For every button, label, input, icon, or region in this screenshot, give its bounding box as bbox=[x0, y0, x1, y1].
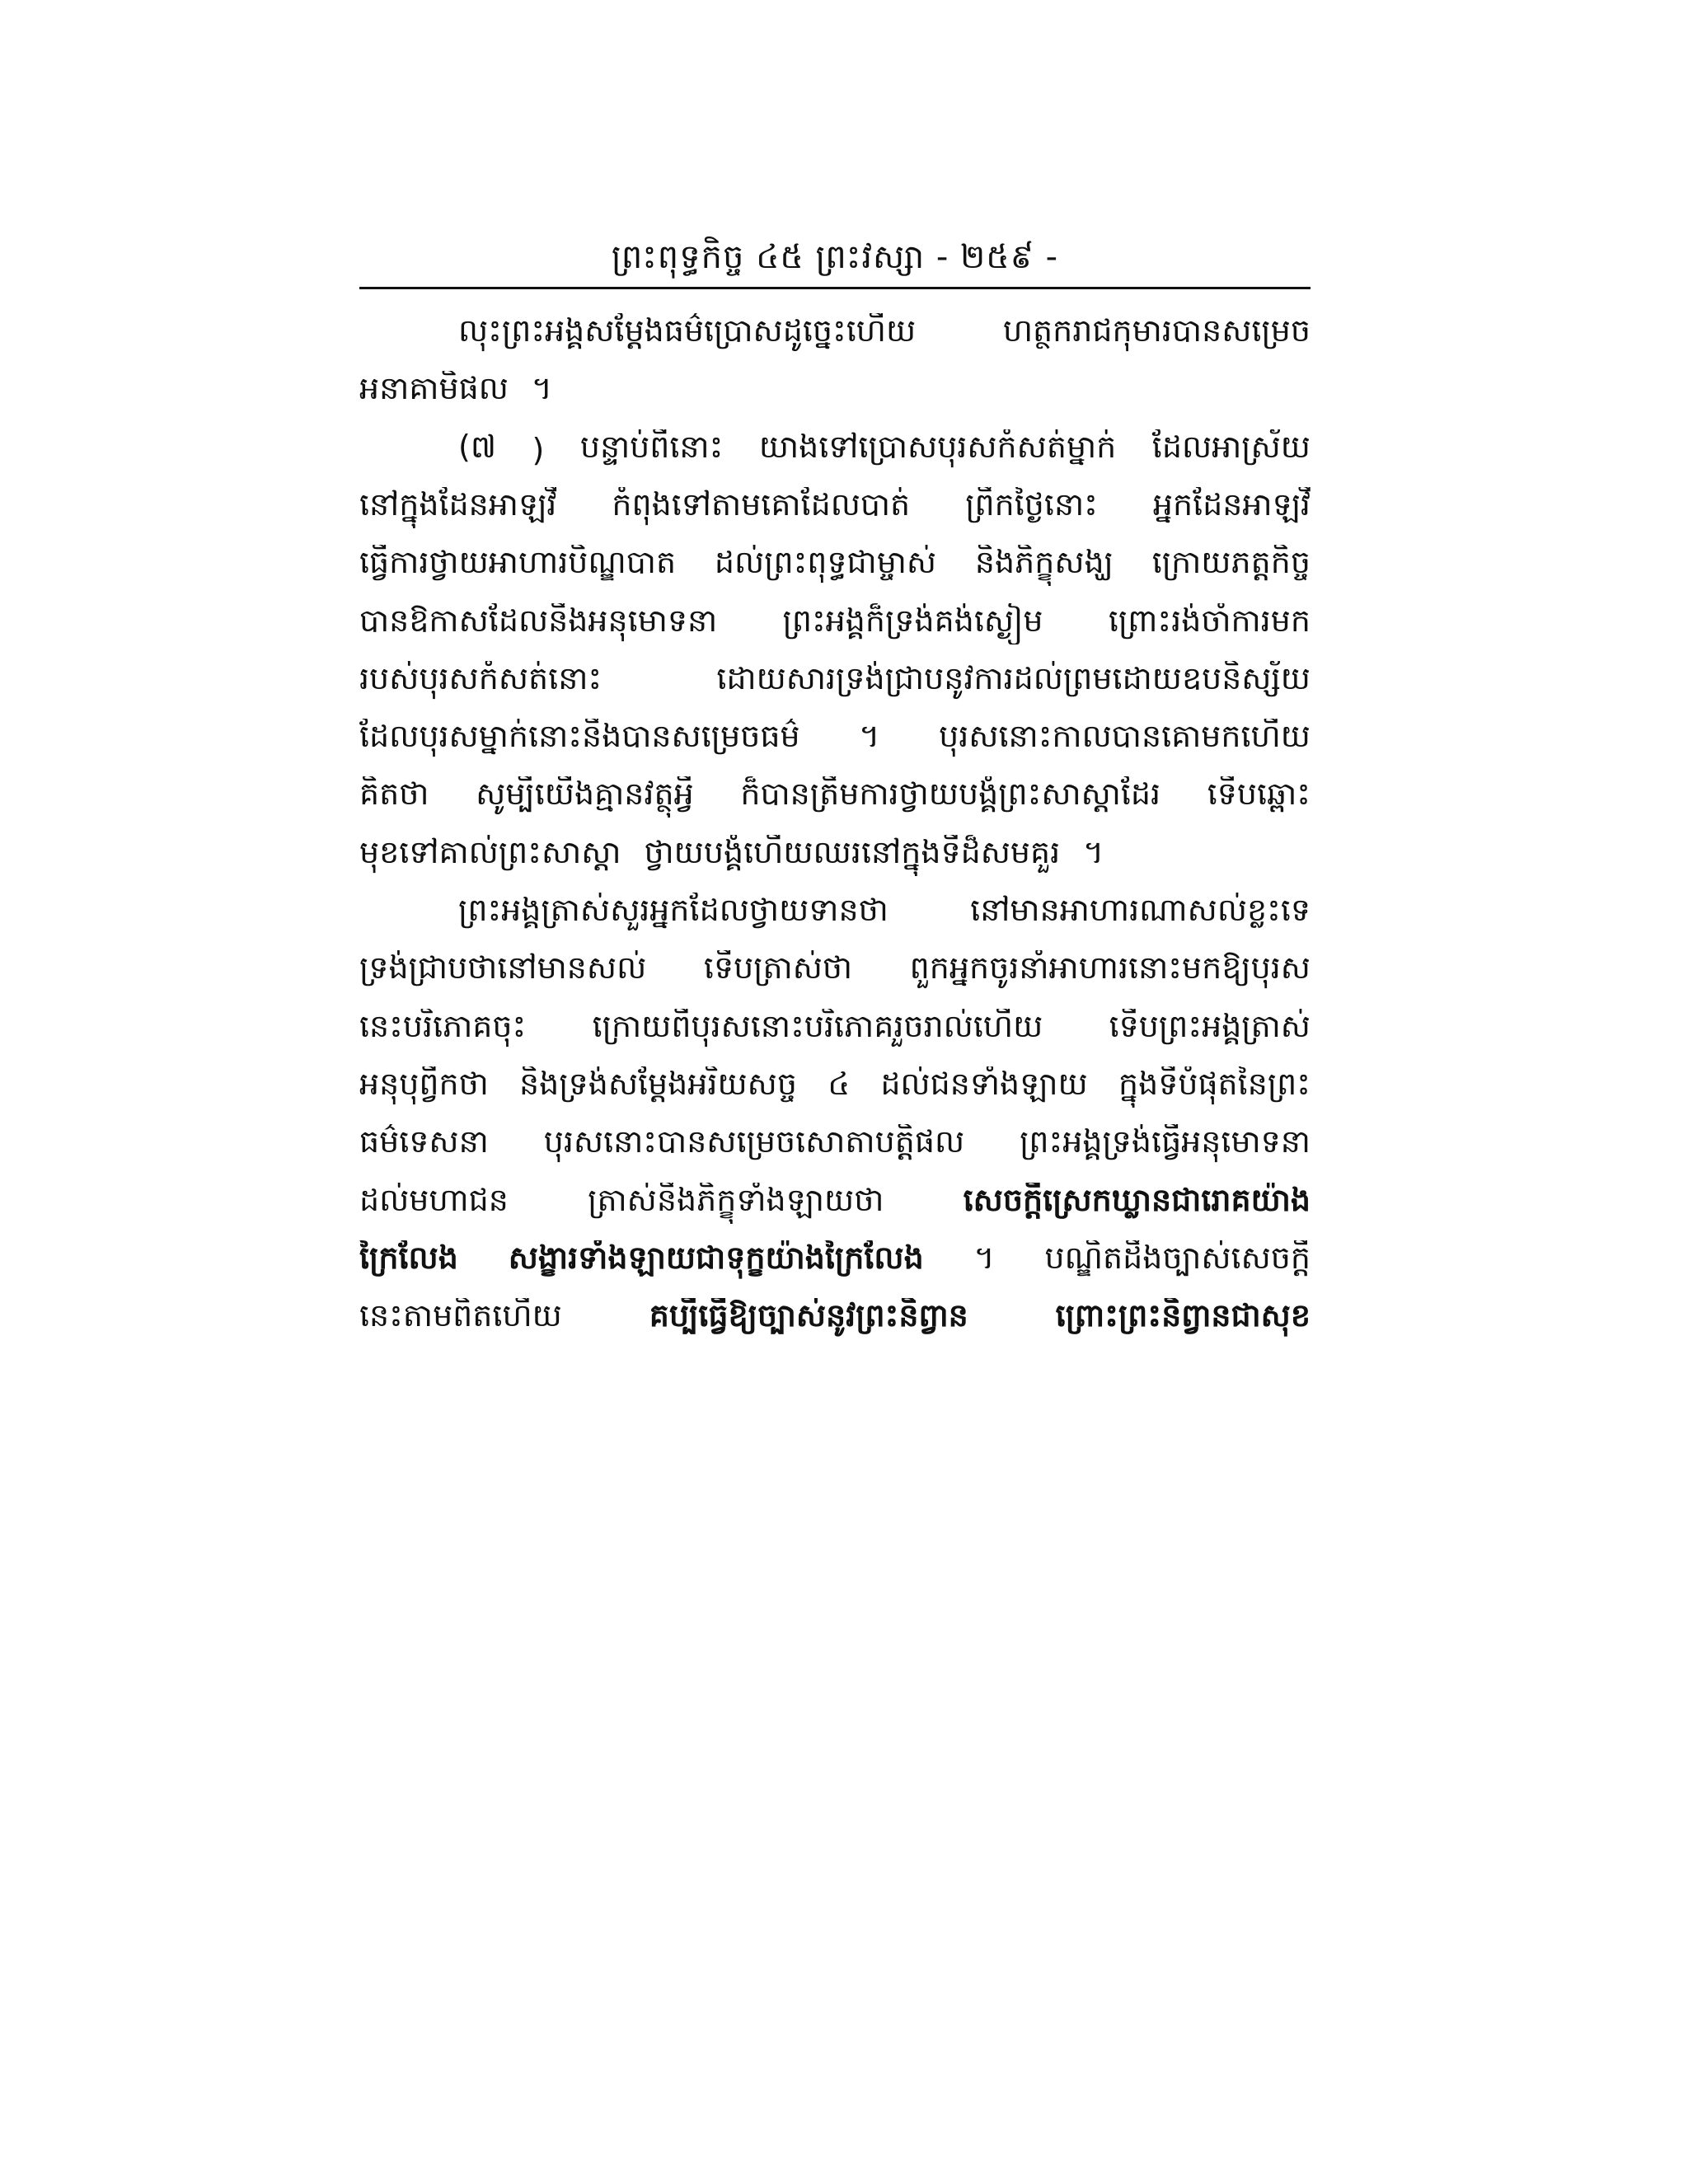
word: អនាគាមិផល bbox=[359, 371, 509, 406]
word: ។ bbox=[973, 1240, 995, 1276]
word: សូម្បីយើងគ្មានវត្ថុអ្វី bbox=[476, 776, 694, 812]
word: គិតថា bbox=[359, 776, 429, 812]
word: ដល់មហាជន bbox=[359, 1183, 509, 1218]
word: បន្ទាប់ពីនោះ bbox=[579, 429, 724, 465]
word: និងភិក្ខុសង្ឃ bbox=[974, 545, 1114, 580]
text-line bbox=[359, 603, 1311, 644]
text-line bbox=[359, 1009, 1311, 1050]
word: ក៏បានត្រឹមការថ្វាយបង្គំព្រះសាស្តាដែរ bbox=[740, 776, 1161, 812]
word: លុះព្រះអង្គសម្តែងធម៌ប្រោសដូច្នេះហើយ bbox=[458, 313, 917, 349]
word: ក្រោយភត្តកិច្ច bbox=[1151, 545, 1311, 580]
word: ក្នុងទីបំផុតនៃព្រះ bbox=[1118, 1066, 1311, 1102]
word: ទ្រង់ជ្រាបថានៅមានសល់ bbox=[359, 950, 647, 986]
text-line bbox=[359, 545, 1311, 586]
word: ) bbox=[532, 432, 545, 468]
word: សង្ខារទាំងឡាយជាទុក្ខយ៉ាងក្រៃលែង bbox=[508, 1240, 924, 1276]
word: របស់បុរសកំសត់នោះ bbox=[359, 661, 603, 696]
text-line bbox=[359, 776, 1311, 818]
word: យាងទៅប្រោសបុរសកំសត់ម្នាក់ bbox=[758, 429, 1117, 465]
word: ហត្ថករាជកុមារបានសម្រេច bbox=[1002, 313, 1311, 349]
text-line bbox=[359, 1124, 1311, 1165]
word: គប្បីធ្វើឱ្យច្បាស់នូវព្រះនិព្វាន bbox=[649, 1298, 968, 1333]
word: បុរសនោះកាលបានគោមកហើយ bbox=[939, 719, 1311, 754]
word: ៤ bbox=[828, 1066, 851, 1102]
text-line bbox=[359, 893, 1311, 934]
text-line bbox=[359, 661, 1311, 702]
word: ។ bbox=[1083, 835, 1104, 870]
word: ថ្វាយបង្គំហើយឈរនៅក្នុងទីដ៏សមគួរ bbox=[644, 835, 1061, 870]
word: បានឱកាសដែលនឹងអនុមោទនា bbox=[359, 603, 718, 639]
text-line bbox=[359, 371, 1311, 412]
word: ដោយសារទ្រង់ជ្រាបនូវការដល់ព្រមដោយឧបនិស្ស័យ bbox=[716, 661, 1311, 696]
word: នៅមានអាហារណាសល់ខ្លះទេ bbox=[970, 893, 1311, 928]
text-line bbox=[359, 719, 1311, 760]
word: ទើបឆ្ពោះ bbox=[1207, 776, 1311, 812]
word: កំពុងទៅតាមគោដែលបាត់ bbox=[612, 487, 911, 523]
word: ដែលបុរសម្នាក់នោះនឹងបានសម្រេចធម៌ bbox=[359, 719, 800, 754]
word: ក្រៃលែង bbox=[359, 1240, 458, 1276]
text-line bbox=[359, 313, 1311, 354]
word: អនុបុព្វីកថា bbox=[359, 1066, 489, 1102]
word: ដល់ព្រះពុទ្ធជាម្ចាស់ bbox=[714, 545, 937, 580]
word: ។ bbox=[531, 371, 552, 406]
word: ពួកអ្នកចូរនាំអាហារនោះមកឱ្យបុរស bbox=[909, 950, 1311, 986]
word: ព្រះអង្គទ្រង់ធ្វើអនុមោទនា bbox=[1020, 1124, 1311, 1160]
word: ព្រោះរង់ចាំការមក bbox=[1108, 603, 1311, 639]
text-line bbox=[359, 1240, 1311, 1282]
page-header: ព្រះពុទ្ធកិច្ច ៤៥ ព្រះវស្សា - ២៥៩ - bbox=[611, 238, 1059, 276]
word: មុខទៅគាល់ព្រះសាស្តា bbox=[359, 835, 621, 870]
word: ដល់ជនទាំងឡាយ bbox=[880, 1066, 1088, 1102]
text-line bbox=[359, 429, 1311, 471]
word: ព្រឹកថ្ងៃនោះ bbox=[965, 487, 1098, 523]
word: ត្រាស់នឹងភិក្ខុទាំងឡាយថា bbox=[588, 1183, 884, 1218]
word: និងទ្រង់សម្តែងអរិយសច្ច bbox=[519, 1066, 797, 1102]
word: ក្រោយពីបុរសនោះបរិភោគរួចរាល់ហើយ bbox=[592, 1009, 1043, 1044]
header-rule bbox=[359, 287, 1311, 289]
text-line bbox=[359, 950, 1311, 991]
word: អ្នកដែនអាឡវី bbox=[1152, 487, 1311, 523]
word: នេះបរិភោគចុះ bbox=[359, 1009, 527, 1044]
word: ព្រះអង្គត្រាស់សួរអ្នកដែលថ្វាយទានថា bbox=[458, 893, 889, 928]
text-line bbox=[359, 1066, 1311, 1108]
word: ធ្វើការថ្វាយអាហារបិណ្ឌបាត bbox=[359, 545, 677, 580]
text-line bbox=[359, 835, 1311, 876]
word: នេះតាមពិតហើយ bbox=[359, 1298, 562, 1333]
word: បុរសនោះបានសម្រេចសោតាបត្តិផល bbox=[543, 1124, 965, 1160]
word: ។ bbox=[859, 719, 880, 754]
word: ទើបព្រះអង្គត្រាស់ bbox=[1109, 1009, 1311, 1044]
word: ព្រោះព្រះនិព្វានជាសុខ bbox=[1055, 1298, 1311, 1333]
word: (៧ bbox=[458, 429, 496, 465]
word: បណ្ឌិតដឹងច្បាស់សេចក្តី bbox=[1044, 1240, 1311, 1276]
text-line bbox=[359, 487, 1311, 528]
word: ធម៌ទេសនា bbox=[359, 1124, 489, 1160]
text-line bbox=[359, 1298, 1311, 1339]
word: ដែលអាស្រ័យ bbox=[1151, 429, 1311, 465]
word: នៅក្នុងដែនអាឡវី bbox=[359, 487, 557, 523]
word: ព្រះអង្គក៏ទ្រង់គង់ស្ងៀម bbox=[782, 603, 1043, 639]
text-line bbox=[359, 1183, 1311, 1224]
word: សេចក្តីស្រេកឃ្លានជារោគយ៉ាង bbox=[963, 1183, 1311, 1218]
word: ទើបត្រាស់ថា bbox=[703, 950, 853, 986]
